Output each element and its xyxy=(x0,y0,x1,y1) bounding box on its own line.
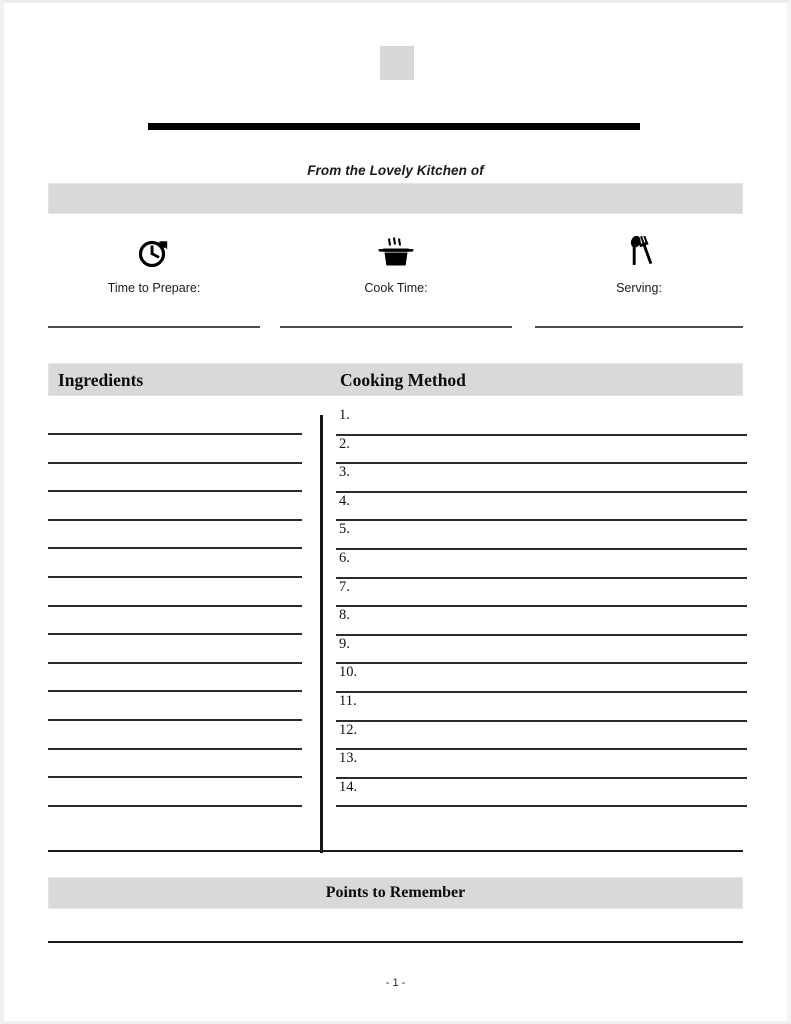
method-step-number: 2. xyxy=(339,435,350,452)
recipe-meta-row xyxy=(48,235,743,330)
method-step-number: 6. xyxy=(339,550,350,566)
ingredient-line[interactable] xyxy=(48,662,302,664)
method-step-row[interactable] xyxy=(336,436,747,465)
ingredient-line[interactable] xyxy=(48,519,302,521)
method-step-number: 10. xyxy=(339,664,358,681)
meta-write-line[interactable] xyxy=(535,326,743,328)
page-sheet xyxy=(4,3,787,1021)
points-write-line[interactable] xyxy=(48,941,743,943)
title-rule xyxy=(148,123,640,130)
logo-placeholder-box[interactable] xyxy=(379,45,415,81)
ingredient-line[interactable] xyxy=(48,776,302,778)
method-step-number: 8. xyxy=(339,607,350,624)
ingredient-line[interactable] xyxy=(48,690,302,692)
section-header-bar xyxy=(48,363,743,396)
method-step-row[interactable] xyxy=(336,693,747,722)
meta-serving[interactable] xyxy=(535,235,743,330)
ingredient-line[interactable] xyxy=(48,576,302,578)
method-step-row[interactable] xyxy=(336,493,747,522)
ingredient-line[interactable] xyxy=(48,547,302,549)
recipe-body xyxy=(48,407,747,853)
meta-cook-time[interactable] xyxy=(280,235,512,330)
method-step-number: 9. xyxy=(339,635,350,652)
ingredient-line[interactable] xyxy=(48,633,302,635)
ingredient-line[interactable] xyxy=(48,605,302,607)
page-number-footer: - 1 - xyxy=(385,977,406,989)
method-step-number: 1. xyxy=(339,407,350,423)
method-step-row[interactable] xyxy=(336,779,747,808)
ingredient-line[interactable] xyxy=(48,462,302,464)
method-step-row[interactable] xyxy=(336,464,747,493)
method-step-number: 11. xyxy=(339,693,357,709)
points-to-remember-bar xyxy=(48,877,743,909)
method-step-number: 7. xyxy=(339,578,350,595)
method-step-line[interactable] xyxy=(336,805,747,807)
ingredient-line[interactable] xyxy=(48,433,302,435)
meta-label: Serving: xyxy=(616,281,662,295)
fork-spoon-icon xyxy=(535,235,743,271)
meta-time-to-prepare[interactable] xyxy=(48,235,260,330)
meta-write-line[interactable] xyxy=(48,326,260,328)
method-step-number: 5. xyxy=(339,521,350,538)
clock-icon xyxy=(48,235,260,271)
ingredient-line[interactable] xyxy=(48,719,302,721)
meta-label: Time to Prepare: xyxy=(107,281,201,295)
method-step-row[interactable] xyxy=(336,607,747,636)
meta-label: Cook Time: xyxy=(364,281,428,295)
method-step-row[interactable] xyxy=(336,636,747,665)
method-step-number: 4. xyxy=(339,492,350,509)
method-step-row[interactable] xyxy=(336,550,747,579)
ingredient-line[interactable] xyxy=(48,805,302,807)
method-step-number: 3. xyxy=(339,464,350,481)
method-step-number: 13. xyxy=(339,750,358,767)
column-divider xyxy=(320,415,323,853)
ingredient-line[interactable] xyxy=(48,748,302,750)
cooking-pot-icon xyxy=(280,235,512,271)
method-step-row[interactable] xyxy=(336,664,747,693)
cooking-method-heading: Cooking Method xyxy=(340,370,466,390)
ingredients-heading: Ingredients xyxy=(58,370,144,390)
method-step-row[interactable] xyxy=(336,722,747,751)
points-to-remember-heading: Points to Remember xyxy=(325,884,466,901)
points-top-rule xyxy=(48,850,743,852)
method-step-row[interactable] xyxy=(336,407,747,436)
cooking-method-column xyxy=(336,407,747,853)
ingredient-line[interactable] xyxy=(48,490,302,492)
method-step-row[interactable] xyxy=(336,579,747,608)
method-step-row[interactable] xyxy=(336,521,747,550)
meta-write-line[interactable] xyxy=(280,326,512,328)
method-step-row[interactable] xyxy=(336,750,747,779)
ingredients-column xyxy=(48,407,306,853)
method-step-number: 14. xyxy=(339,778,358,795)
kitchen-name-field[interactable] xyxy=(48,183,743,214)
byline-text: From the Lovely Kitchen of xyxy=(307,163,484,178)
method-step-number: 12. xyxy=(339,721,358,738)
